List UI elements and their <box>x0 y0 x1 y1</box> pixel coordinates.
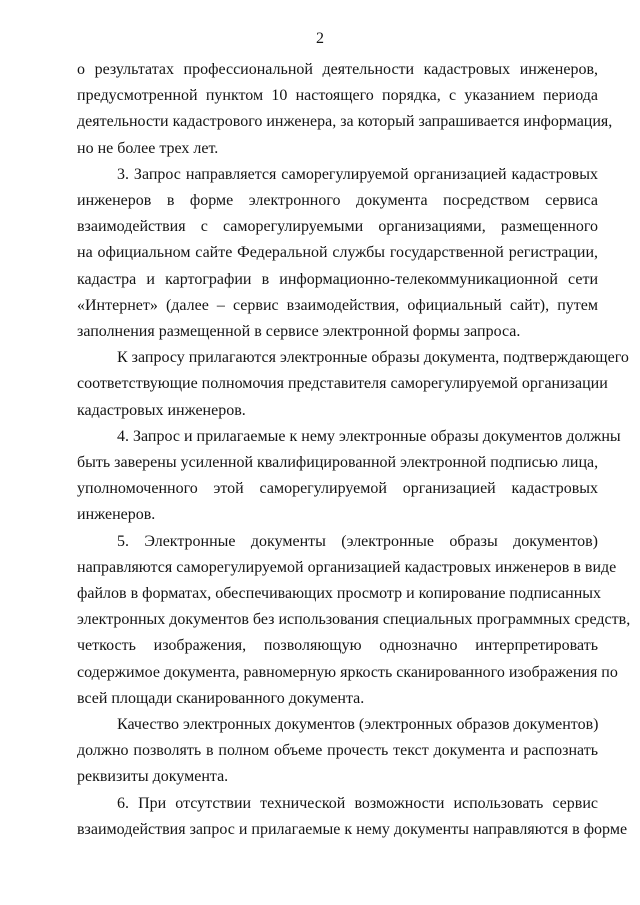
text-line: соответствующие полномочия представителя саморегулируемой организации <box>77 375 608 393</box>
text-line: Качество электронных документов (электронных образов документов) <box>117 716 599 734</box>
text-line: инженеров. <box>77 506 156 524</box>
text-line: взаимодействия запрос и прилагаемые к нему документы направляются в форме <box>77 820 628 838</box>
text-line: содержимое документа, равномерную яркость сканированного изображения по <box>77 663 618 681</box>
paragraph-7 <box>77 791 628 843</box>
text-line: всей площади сканированного документа. <box>77 689 365 707</box>
paragraph-3 <box>77 345 629 424</box>
text-line: но не более трех лет. <box>77 139 219 157</box>
page-number: 2 <box>316 30 324 47</box>
text-line: о результатах профессиональной деятельности кадастровых инженеров, <box>77 61 598 78</box>
text-line: кадастра и картографии в информационно-телекоммуникационной сети <box>77 270 598 288</box>
text-line: «Интернет» (далее – сервис взаимодействия, официальный сайт), путем <box>77 296 598 314</box>
text-line: уполномоченного этой саморегулируемой организацией кадастровых <box>77 480 598 498</box>
text-line: на официальном сайте Федеральной службы государственной регистрации, <box>77 244 598 262</box>
text-line: 3. Запрос направляется саморегулируемой организацией кадастровых <box>117 165 598 183</box>
paragraph-4 <box>77 424 621 529</box>
text-line: реквизиты документа. <box>77 768 229 786</box>
text-line: должно позволять в полном объеме прочесть текст документа и распознать <box>77 742 598 760</box>
text-line: быть заверены усиленной квалифицированной электронной подписью лица, <box>77 454 599 472</box>
text-line: четкость изображения, позволяющую однозначно интерпретировать <box>77 637 598 655</box>
text-line: инженеров в форме электронного документа посредством сервиса <box>77 192 598 210</box>
paragraph-2 <box>77 162 598 345</box>
document-body <box>77 57 631 843</box>
text-line: 5. Электронные документы (электронные образы документов) <box>117 532 598 550</box>
text-line: заполнения размещенной в сервисе электронной формы запроса. <box>77 323 521 341</box>
text-line: электронных документов без использования специальных программных средств, <box>77 611 631 629</box>
text-line: 6. При отсутствии технической возможности использовать сервис <box>117 794 598 812</box>
text-line: файлов в форматах, обеспечивающих просмотр и копирование подписанных <box>77 585 602 603</box>
paragraph-1 <box>77 57 613 162</box>
text-line: деятельности кадастрового инженера, за который запрашивается информация, <box>77 113 613 131</box>
text-line: К запросу прилагаются электронные образы документа, подтверждающего <box>117 349 629 367</box>
text-line: предусмотренной пунктом 10 настоящего порядка, с указанием периода <box>77 87 598 105</box>
text-line: кадастровых инженеров. <box>77 401 246 419</box>
text-line: направляются саморегулируемой организацией кадастровых инженеров в виде <box>77 558 617 576</box>
text-line: взаимодействия с саморегулируемыми организациями, размещенного <box>77 218 598 236</box>
paragraph-6 <box>77 712 598 791</box>
paragraph-5 <box>77 529 631 712</box>
text-line: 4. Запрос и прилагаемые к нему электронные образы документов должны <box>117 427 621 445</box>
